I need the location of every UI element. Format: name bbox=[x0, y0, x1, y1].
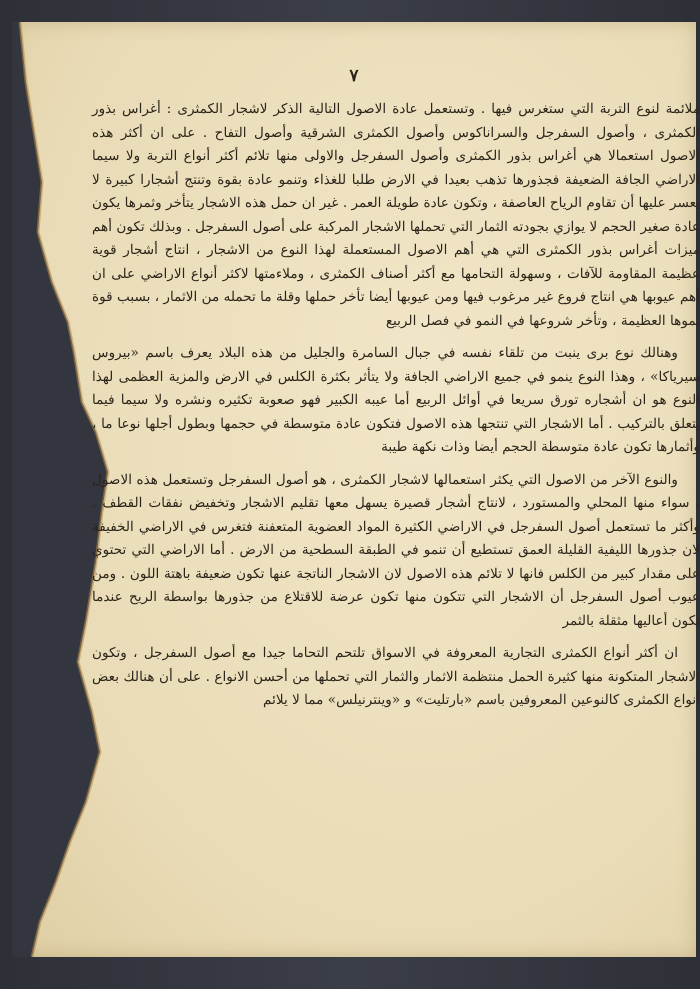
page-number: ٧ bbox=[349, 66, 359, 86]
paragraph: والنوع الآخر من الاصول التي يكثر استعمالها لاشجار الكمثرى ، هو أصول السفرجل وتستعمل هذه الاصول ، سواء منها المحلي والمستورد ، لانتاج أشجار قصيرة يسهل معها تقليم الاشجار وتخفيض نفقات القطف . وأكثر ما تستعمل أصول السفرجل في الاراضي الكثيرة المواد العضوية المتعفنة فتغرس في الاراضي الخفيفة لان جذورها الليفية القليلة العمق تستطيع أن تنمو في الطبقة السطحية من الارض . أما الاراضي التي تحتوي على مقدار كبير من الكلس فانها لا تلائم هذه الاصول لان الاشجار الناتجة عنها تكون ضعيفة باهتة اللون . ومن عيوب أصول السفرجل أن الاشجار التي تتكون منها تكون عرضة للاقتلاع من جذورها بواسطة الريح عندما تكون أعاليها مثقلة بالثمر bbox=[92, 471, 700, 629]
paragraph: وهنالك نوع برى ينبت من تلقاء نفسه في جبال السامرة والجليل من هذه البلاد يعرف باسم «بيروس سيرياكا» ، وهذا النوع ينمو في جميع الاراضي الجافة ولا يتأثر بكثرة الكلس في الارض والمزية العظمى لهذا النوع هو ان أشجاره تورق سريعا في أوائل الربيع أما عيبه الكبير فهو صعوبة تكثيره ونشره ولا سيما فيما يتعلق بالتركيب . أما الاشجار التي تنتجها هذه الاصول فتكون عادة متوسطة في حجمها وبطول أجلها نوعا ما ، وأثمارها تكون عادة متوسطة الحجم أيضا وذات نكهة طيبة bbox=[92, 345, 700, 455]
paper-sheet bbox=[12, 22, 700, 957]
body-text bbox=[92, 98, 700, 722]
paragraph: ملائمة لنوع التربة التي ستغرس فيها . وتستعمل عادة الاصول التالية الذكر لاشجار الكمثرى : أغراس بذور الكمثرى ، وأصول السفرجل والسراناكوس وأصول الكمثرى الشرقية وأصول التفاح . على ان أكثر هذه الاصول استعمالا هي أغراس بذور الكمثرى وأصول السفرجل والاولى منها تلائم أكثر أنواع التربة ولا سيما الاراضي الجافة الضعيفة فجذورها تذهب بعيدا في الارض طلبا للغذاء وتنمو عادة بقوة وتنتج أشجارا كبيرة لا يعسر عليها أن تقاوم الرياح العاصفة ، وتكون عادة طويلة العمر . غير ان حمل هذه الاشجار يتأخر وثمرها يكون عادة صغير الحجم لا يوازي بجودته الثمار التي تحملها الاشجار المركبة على أصول السفرجل . وبذلك تكون أهم ميزات أغراس بذور الكمثرى التي هي أهم الاصول المستعملة لهذا النوع من الاشجار ، انتاج أشجار قوية عظيمة المقاومة للآفات ، وسهولة التحامها مع أكثر أصناف الكمثرى ، وملاءمتها لاكثر أنواع الاراضي على ان أهم عيوبها هي انتاج فروع غير مرغوب فيها ومن عيوبها أيضا تأخر حملها وقلة ما تحمله من الاثمار ، بسبب قوة نموها العظيمة ، وتأخر شروعها في النمو في فصل الربيع bbox=[92, 101, 700, 329]
paragraph: ان أكثر أنواع الكمثرى التجارية المعروفة في الاسواق تلتحم التحاما جيدا مع أصول السفرجل ، وتكون الاشجار المتكونة منها كثيرة الحمل منتظمة الاثمار والثمار التي تحملها من أحسن الانواع . على أن هنالك بعض أنواع الكمثرى كالنوعين المعروفين باسم «بارتليت» و «وينترنيلس» مما لا يلائم bbox=[92, 645, 700, 708]
